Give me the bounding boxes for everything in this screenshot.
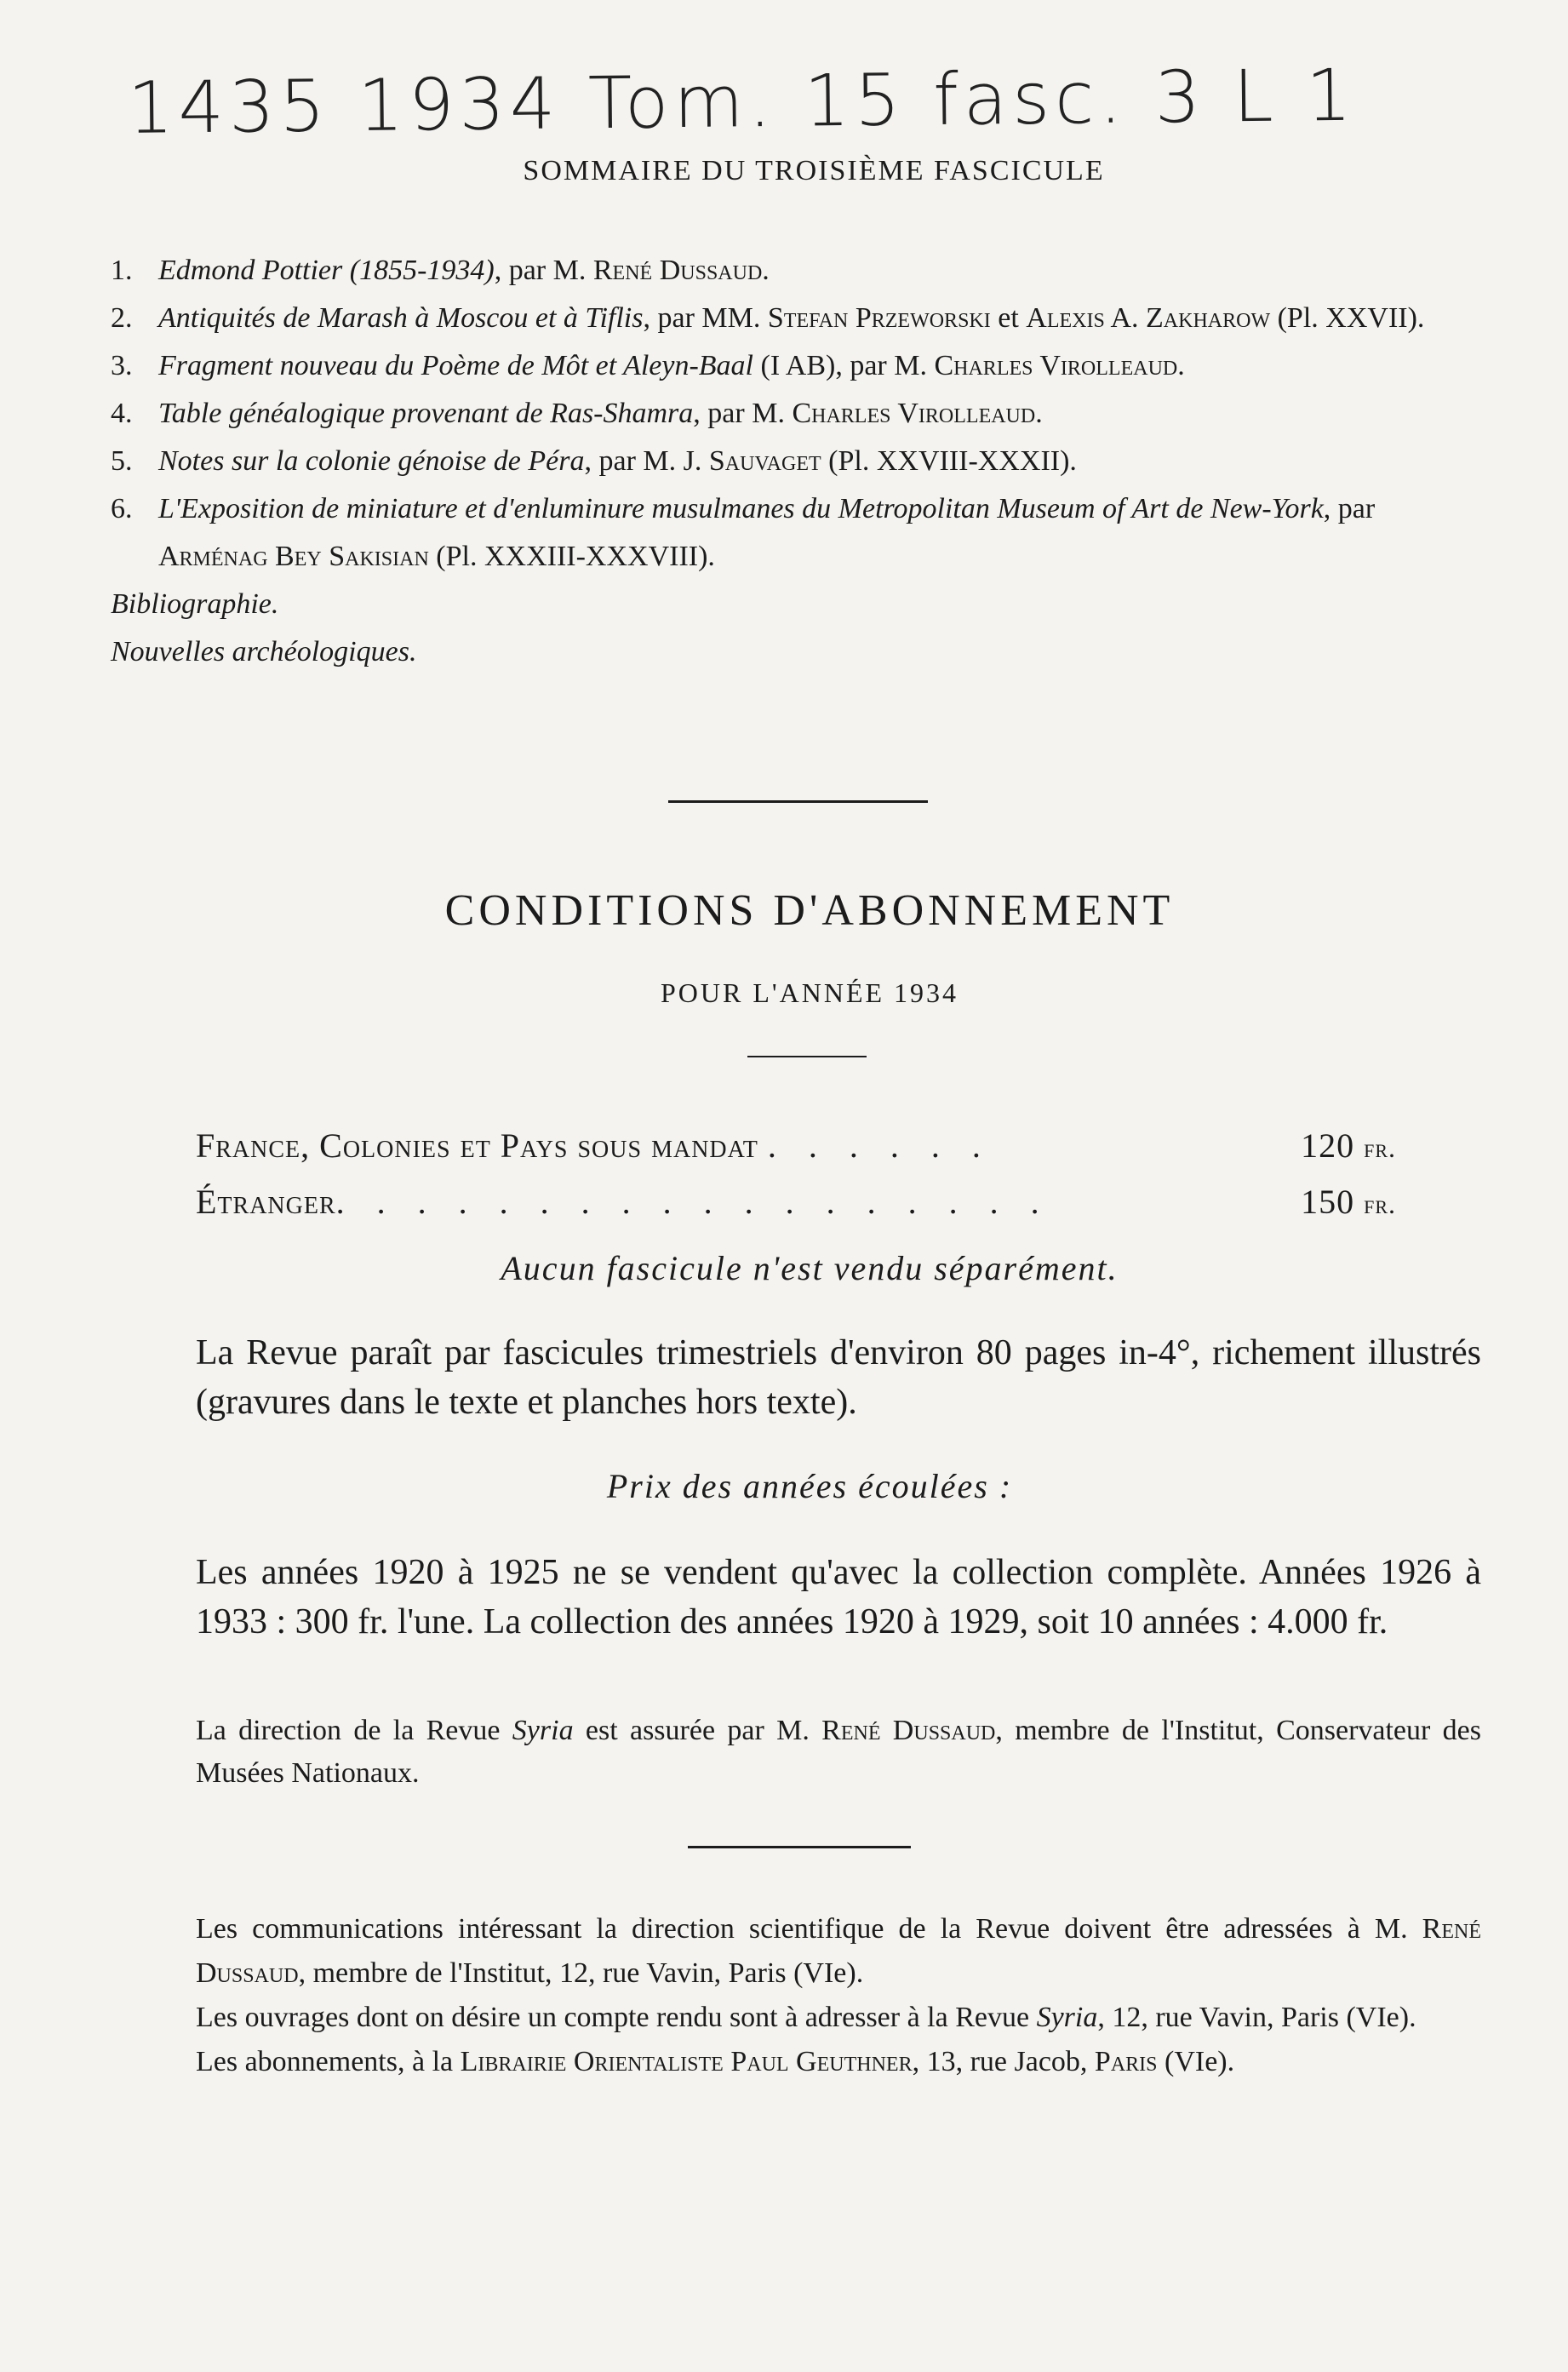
article-author: René Dussaud	[592, 255, 763, 286]
footer-paragraph: Les ouvrages dont on désire un compte rendu sont à adresser à la Revue Syria, 12, rue Vavin, Paris (VIe).	[196, 2002, 1416, 2033]
toc-item: 2. Antiquités de Marash à Moscou et à Tiflis, par MM. Stefan Przeworski et Alexis A. Zakharow (Pl. XXVII).	[111, 302, 1425, 334]
footer-paragraph: Les communications intéressant la direction scientifique de la Revue doivent être adressées à M. René Dussaud, membre de l'Institut, 12, rue Vavin, Paris (VIe).	[196, 1913, 1481, 1989]
handwritten-call-number: 1435 1934 Tom. 15 fasc. 3 L 1	[127, 53, 1358, 150]
price-label: France, Colonies et Pays sous mandat	[196, 1126, 758, 1165]
toc-item: 5. Notes sur la colonie génoise de Péra, par M. J. Sauvaget (Pl. XXVIII-XXXII).	[111, 445, 1077, 477]
divider	[688, 1846, 911, 1848]
toc-item: 1. Edmond Pottier (1855-1934), par M. René Dussaud.	[111, 255, 770, 286]
article-title: Antiquités de Marash à Moscou et à Tiflis	[158, 302, 644, 334]
past-years-paragraph: Les années 1920 à 1925 ne se vendent qu'avec la collection complète. Années 1926 à 1933 : 300 fr. l'une. La collection des années 1920 à 1929, soit 10 années : 4.000 fr.	[196, 1553, 1481, 1641]
divider	[668, 800, 928, 803]
price-label: Étranger	[196, 1183, 336, 1221]
past-years-heading: Prix des années écoulées :	[606, 1467, 1013, 1505]
toc-bibliography: Bibliographie.	[111, 588, 279, 620]
sale-note: Aucun fascicule n'est vendu séparément.	[501, 1249, 1119, 1287]
article-title: Notes sur la colonie génoise de Péra	[158, 445, 585, 477]
article-author: Charles Virolleaud	[792, 398, 1036, 429]
article-author: Arménag Bey Sakisian	[158, 541, 429, 572]
price-row: Étranger. . . . . . . . . . . . . . . . . . 150 fr.	[196, 1183, 1396, 1221]
article-author: Charles Virolleaud	[934, 350, 1178, 381]
article-author: Sauvaget	[708, 445, 821, 477]
table-of-contents	[111, 247, 1490, 676]
conditions-subtitle: POUR L'ANNÉE 1934	[660, 977, 959, 1008]
toc-item: 6. L'Exposition de miniature et d'enluminure musulmanes du Metropolitan Museum of Art de New-York, par Arménag Bey Sakisian (Pl. XXXIII-XXXVIII).	[111, 493, 1376, 572]
description-paragraph: La Revue paraît par fascicules trimestriels d'environ 80 pages in-4°, richement illustrés (gravures dans le texte et planches hors texte).	[196, 1333, 1481, 1422]
price-amount: 150 fr.	[1301, 1183, 1396, 1221]
footer-paragraph: Les abonnements, à la Librairie Orientaliste Paul Geuthner, 13, rue Jacob, Paris (VIe).	[196, 2046, 1235, 2077]
article-title: L'Exposition de miniature et d'enluminure musulmanes du Metropolitan Museum of Art de New-York	[158, 493, 1324, 524]
price-row: France, Colonies et Pays sous mandat . . . . . . 120 fr.	[196, 1126, 1396, 1165]
article-author: Alexis A. Zakharow	[1026, 302, 1271, 334]
price-amount: 120 fr.	[1301, 1126, 1396, 1165]
article-title: Fragment nouveau du Poème de Môt et Aleyn-Baal	[158, 350, 753, 381]
toc-news: Nouvelles archéologiques.	[111, 636, 417, 667]
conditions-title: CONDITIONS D'ABONNEMENT	[444, 886, 1175, 935]
article-title: Edmond Pottier (1855-1934)	[158, 255, 495, 286]
article-title: Table généalogique provenant de Ras-Shamra	[158, 398, 694, 429]
toc-item: 4. Table généalogique provenant de Ras-Shamra, par M. Charles Virolleaud.	[111, 398, 1043, 429]
divider	[747, 1056, 867, 1057]
footer-notes	[111, 1907, 1481, 2084]
toc-item: 3. Fragment nouveau du Poème de Môt et Aleyn-Baal (I AB), par M. Charles Virolleaud.	[111, 350, 1185, 381]
article-author: Stefan Przeworski	[767, 302, 991, 334]
direction-paragraph: La direction de la Revue Syria est assurée par M. René Dussaud, membre de l'Institut, Conservateur des Musées Nationaux.	[196, 1715, 1481, 1789]
summary-title: SOMMAIRE DU TROISIÈME FASCICULE	[523, 155, 1105, 186]
